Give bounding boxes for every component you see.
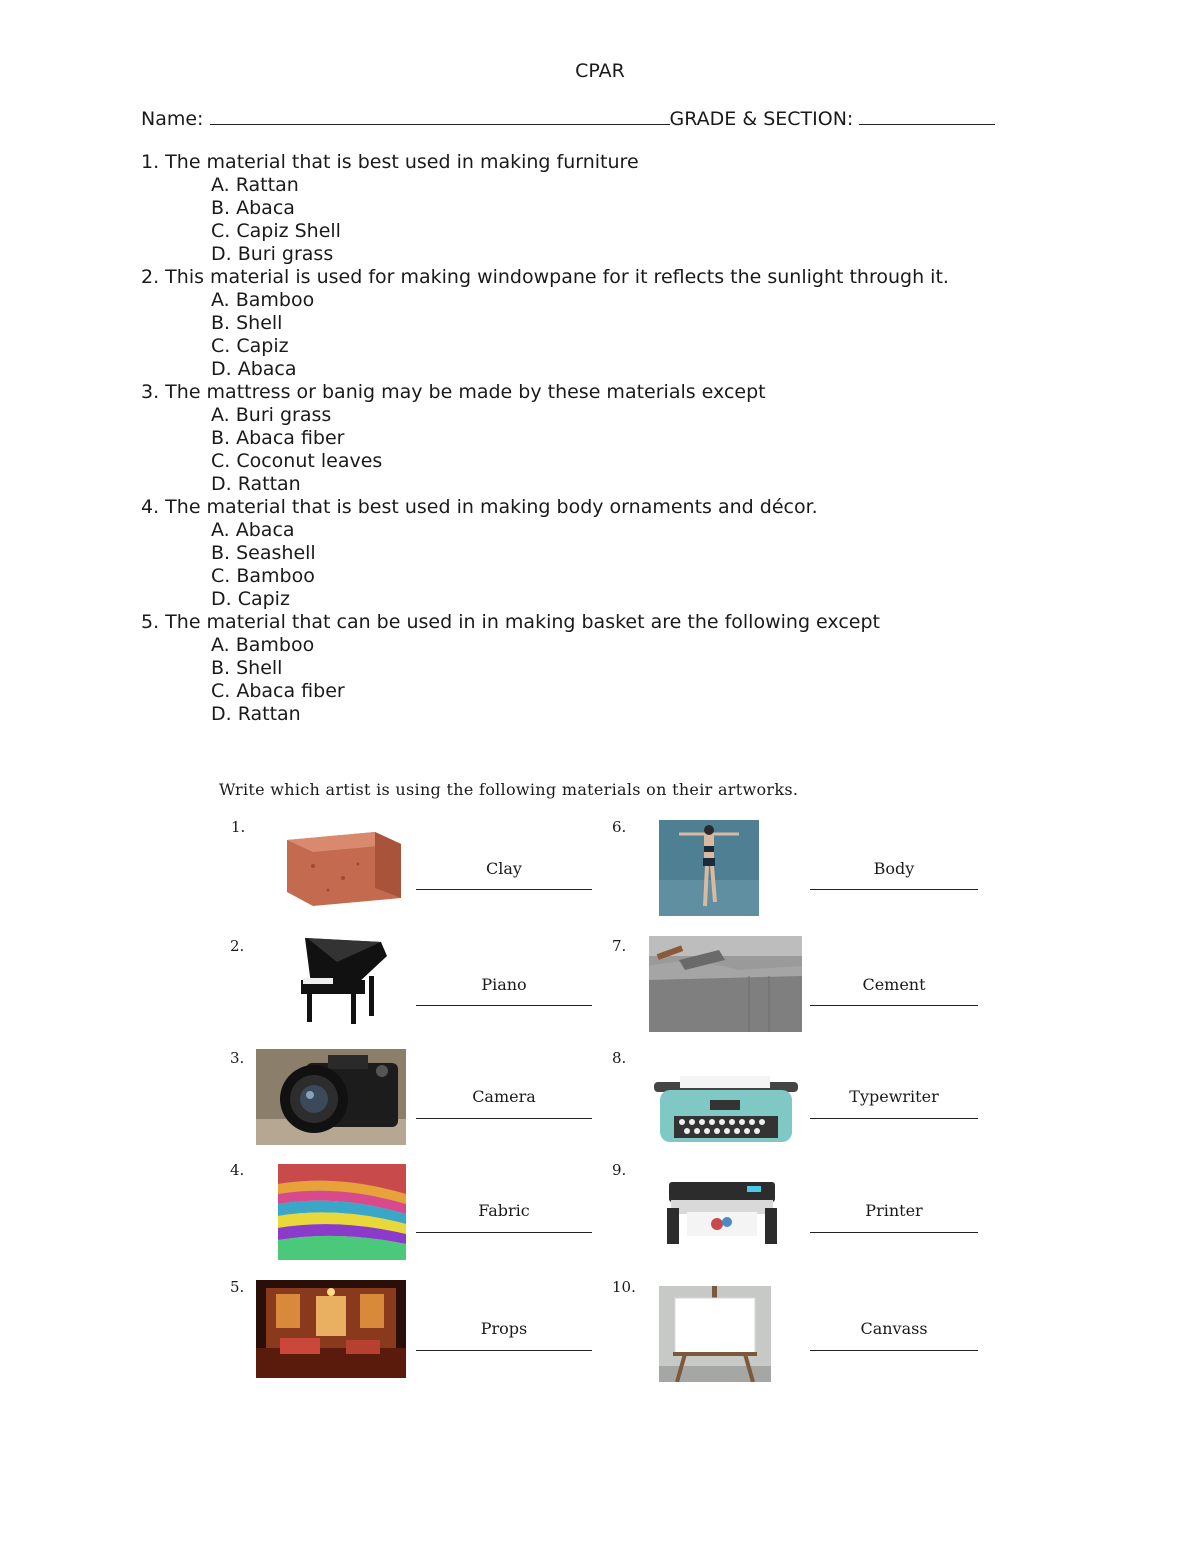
- answer-label: Body: [873, 859, 915, 878]
- answer-line[interactable]: [416, 1350, 592, 1351]
- answer-label: Fabric: [478, 1201, 530, 1220]
- question-text: 4. The material that is best used in making body ornaments and décor.: [141, 496, 818, 518]
- option[interactable]: D. Abaca: [211, 358, 297, 380]
- item-number: 7.: [612, 937, 627, 955]
- item-number: 5.: [230, 1278, 245, 1296]
- answer-line[interactable]: [810, 889, 978, 890]
- answer-label: Canvass: [860, 1319, 928, 1338]
- option[interactable]: D. Capiz: [211, 588, 290, 610]
- option[interactable]: A. Rattan: [211, 174, 299, 196]
- question-2: [141, 266, 949, 381]
- option[interactable]: B. Abaca: [211, 197, 295, 219]
- question-text: 3. The mattress or banig may be made by these materials except: [141, 381, 766, 403]
- answer-line[interactable]: [810, 1350, 978, 1351]
- answer-line[interactable]: [810, 1118, 978, 1119]
- name-grade-row: [141, 106, 995, 130]
- answer-line[interactable]: [416, 889, 592, 890]
- item-number: 3.: [230, 1049, 245, 1067]
- question-list: [141, 151, 949, 726]
- answer-line[interactable]: [416, 1005, 592, 1006]
- name-label: Name:: [141, 108, 204, 130]
- answer-label: Printer: [865, 1201, 923, 1220]
- question-text: 5. The material that can be used in in making basket are the following except: [141, 611, 880, 633]
- option[interactable]: B. Shell: [211, 312, 283, 334]
- item-number: 4.: [230, 1161, 245, 1179]
- answer-label: Cement: [862, 975, 926, 994]
- item-number: 10.: [612, 1278, 636, 1296]
- answer-line[interactable]: [416, 1232, 592, 1233]
- item-number: 1.: [231, 818, 246, 836]
- question-3: [141, 381, 949, 496]
- option[interactable]: C. Capiz: [211, 335, 289, 357]
- camera-icon: [256, 1049, 406, 1145]
- option[interactable]: C. Bamboo: [211, 565, 315, 587]
- option[interactable]: D. Buri grass: [211, 243, 334, 265]
- cement-trowel-icon: [649, 936, 802, 1032]
- answer-line[interactable]: [810, 1232, 978, 1233]
- matching-instruction: Write which artist is using the following materials on their artworks.: [219, 780, 799, 799]
- option[interactable]: A. Bamboo: [211, 289, 315, 311]
- item-number: 2.: [230, 937, 245, 955]
- option[interactable]: A. Buri grass: [211, 404, 332, 426]
- answer-label: Piano: [481, 975, 527, 994]
- answer-label: Typewriter: [849, 1087, 939, 1106]
- option[interactable]: B. Abaca fiber: [211, 427, 345, 449]
- dancer-icon: [659, 820, 759, 916]
- option[interactable]: D. Rattan: [211, 473, 301, 495]
- question-5: [141, 611, 949, 726]
- answer-line[interactable]: [416, 1118, 592, 1119]
- question-4: [141, 496, 949, 611]
- answer-line[interactable]: [810, 1005, 978, 1006]
- grade-section-label: GRADE & SECTION:: [669, 108, 854, 130]
- brick-icon: [283, 826, 405, 908]
- option[interactable]: A. Abaca: [211, 519, 295, 541]
- answer-label: Clay: [486, 859, 522, 878]
- page-title: CPAR: [575, 60, 625, 82]
- stage-set-icon: [256, 1280, 406, 1378]
- item-number: 8.: [612, 1049, 627, 1067]
- option[interactable]: B. Seashell: [211, 542, 316, 564]
- question-1: [141, 151, 949, 266]
- question-text: 1. The material that is best used in making furniture: [141, 151, 639, 173]
- easel-canvas-icon: [659, 1286, 771, 1382]
- answer-label: Props: [480, 1319, 528, 1338]
- option[interactable]: D. Rattan: [211, 703, 301, 725]
- grand-piano-icon: [297, 936, 389, 1030]
- printer-icon: [667, 1178, 777, 1248]
- question-text: 2. This material is used for making windowpane for it reflects the sunlight through it.: [141, 266, 949, 288]
- typewriter-icon: [650, 1076, 802, 1150]
- name-blank[interactable]: [210, 106, 670, 125]
- grade-section-blank[interactable]: [859, 106, 995, 125]
- answer-label: Camera: [472, 1087, 536, 1106]
- option[interactable]: B. Shell: [211, 657, 283, 679]
- fabric-swatches-icon: [278, 1164, 406, 1260]
- item-number: 6.: [612, 818, 627, 836]
- option[interactable]: A. Bamboo: [211, 634, 315, 656]
- option[interactable]: C. Abaca fiber: [211, 680, 345, 702]
- option[interactable]: C. Coconut leaves: [211, 450, 383, 472]
- option[interactable]: C. Capiz Shell: [211, 220, 341, 242]
- item-number: 9.: [612, 1161, 627, 1179]
